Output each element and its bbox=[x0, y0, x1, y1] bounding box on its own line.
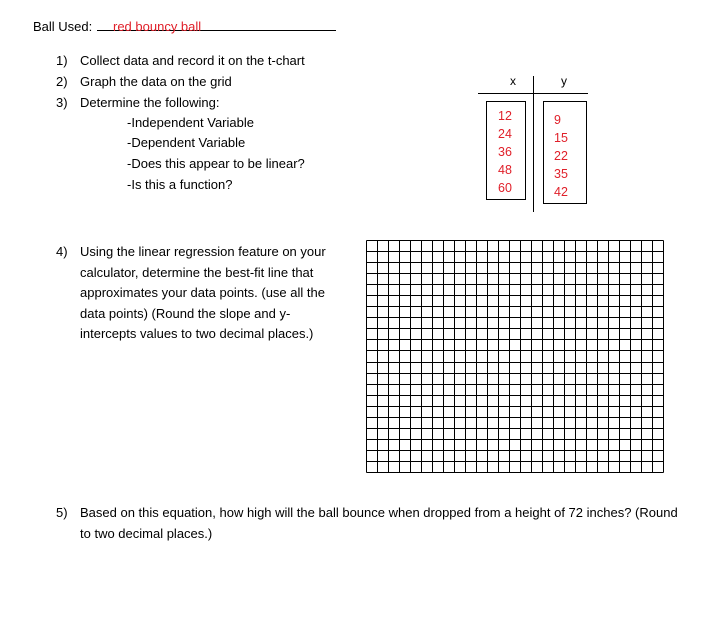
question-5-text: Based on this equation, how high will the ball bounce when dropped from a height of 72 inches? (Round to two decimal places.) bbox=[80, 505, 678, 541]
y-value-cell: 42 bbox=[554, 185, 568, 199]
question-4-text: Using the linear regression feature on your calculator, determine the best-fit line that approximates your data points. (use all the data points) (Round the slope and y-intercepts values to two decimal places.) bbox=[80, 244, 326, 342]
y-values-box[interactable] bbox=[543, 101, 587, 204]
ball-used-value[interactable]: red bouncy ball bbox=[113, 19, 202, 34]
instruction-2-number: 2) bbox=[56, 74, 68, 89]
graph-grid[interactable] bbox=[366, 240, 664, 473]
t-chart-horizontal-line bbox=[478, 93, 588, 94]
question-5-number: 5) bbox=[56, 505, 68, 520]
y-value-cell: 22 bbox=[554, 149, 568, 163]
y-value-cell: 9 bbox=[554, 113, 561, 127]
x-values-box[interactable] bbox=[486, 101, 526, 200]
x-value-cell: 60 bbox=[498, 181, 512, 195]
y-value-cell: 15 bbox=[554, 131, 568, 145]
x-value-cell: 48 bbox=[498, 163, 512, 177]
sub-item-linear: -Does this appear to be linear? bbox=[127, 156, 305, 171]
t-chart-vertical-line bbox=[533, 76, 534, 212]
instruction-2-text: Graph the data on the grid bbox=[80, 74, 232, 89]
x-value-cell: 12 bbox=[498, 109, 512, 123]
t-chart-x-header: x bbox=[510, 74, 516, 88]
instruction-3-text: Determine the following: bbox=[80, 95, 220, 110]
t-chart-y-header: y bbox=[561, 74, 567, 88]
x-value-cell: 24 bbox=[498, 127, 512, 141]
ball-used-label: Ball Used: bbox=[33, 19, 93, 34]
sub-item-function: -Is this a function? bbox=[127, 177, 233, 192]
sub-item-dependent: -Dependent Variable bbox=[127, 135, 246, 150]
x-value-cell: 36 bbox=[498, 145, 512, 159]
instruction-1-number: 1) bbox=[56, 53, 68, 68]
instruction-3-number: 3) bbox=[56, 95, 68, 110]
instruction-1-text: Collect data and record it on the t-chart bbox=[80, 53, 305, 68]
question-4-number: 4) bbox=[56, 244, 68, 259]
y-value-cell: 35 bbox=[554, 167, 568, 181]
sub-item-independent: -Independent Variable bbox=[127, 115, 254, 130]
